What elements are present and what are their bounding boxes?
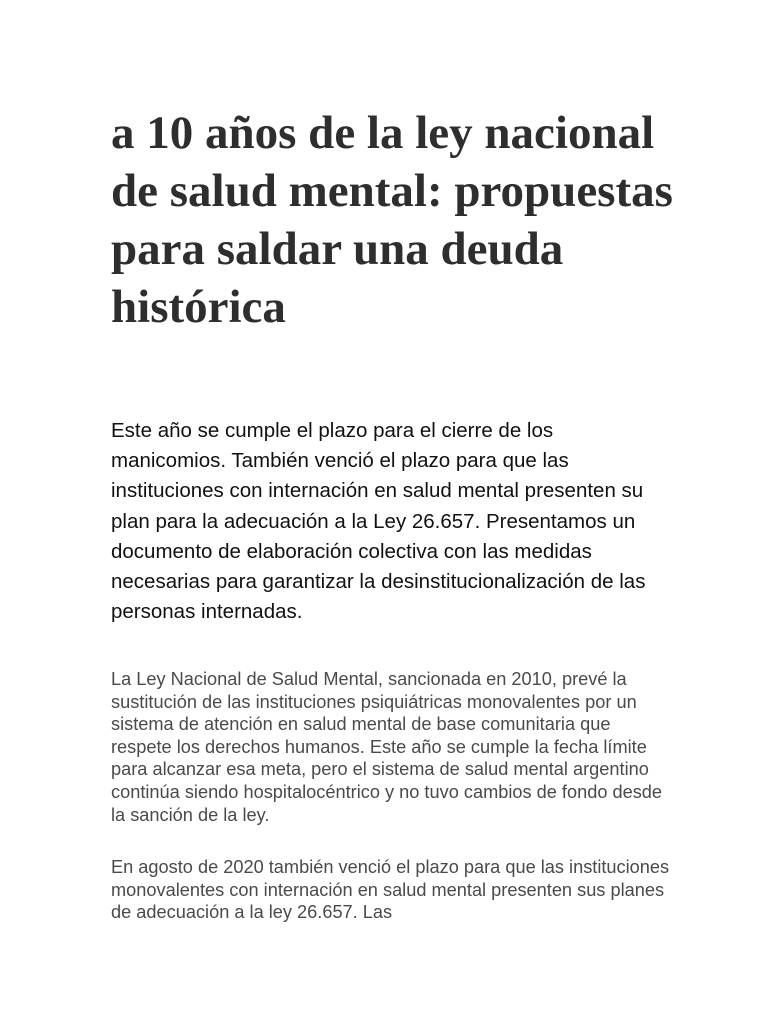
article-paragraph: La Ley Nacional de Salud Mental, sancionada en 2010, prevé la sustitución de las instituciones psiquiátricas monovalentes por un sistema de atención en salud mental de base comunitaria que respete los derechos humanos. Este año se cumple la fecha límite para alcanzar esa meta, pero el sistema de salud mental argentino continúa siendo hospitalocéntrico y no tuvo cambios de fondo desde la sanción de la ley.	[111, 669, 663, 825]
article-title: a 10 años de la ley nacional de salud mental: propuestas para saldar una deuda histórica	[111, 107, 673, 333]
article-lead: Este año se cumple el plazo para el cierre de los manicomios. También venció el plazo para que las instituciones con internación en salud mental presenten su plan para la adecuación a la Ley 26.657. Presentamos un documento de elaboración colectiva con las medidas necesarias para garantizar la desinstitucionalización de las personas internadas.	[111, 419, 646, 624]
article-paragraph: En agosto de 2020 también venció el plazo para que las instituciones monovalentes con internación en salud mental presenten sus planes de adecuación a la ley 26.657. Las	[111, 857, 670, 923]
